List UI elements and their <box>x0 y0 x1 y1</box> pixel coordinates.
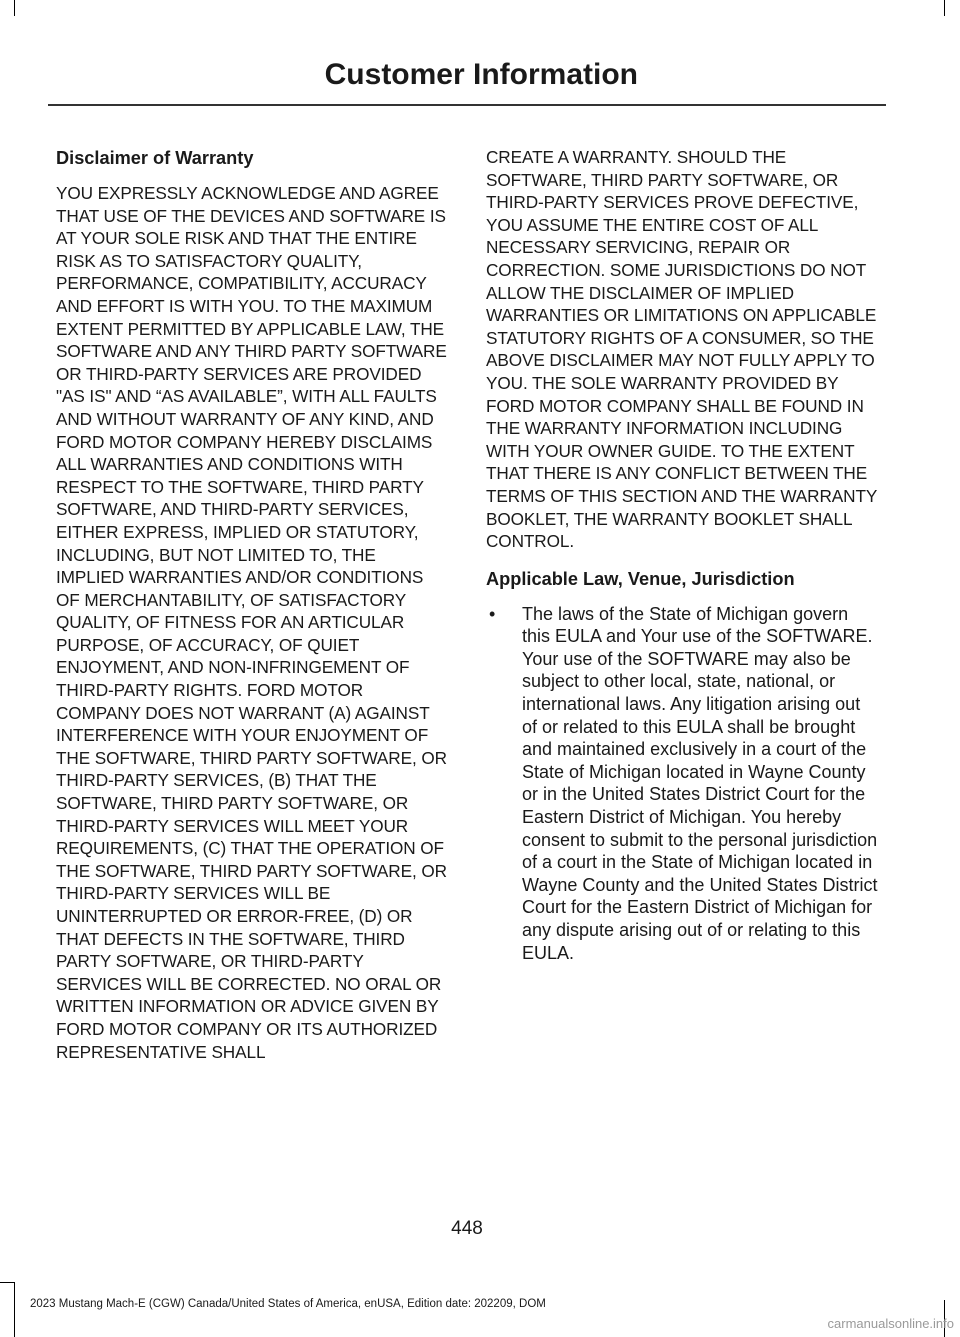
header-divider <box>48 104 886 106</box>
crop-mark <box>0 1282 15 1283</box>
disclaimer-continuation: CREATE A WARRANTY. SHOULD THE SOFTWARE, THIRD PARTY SOFTWARE, OR THIRD-PARTY SERVICES PROVE DEFECTIVE, YOU ASSUME THE ENTIRE COST OF ALL NECESSARY SERVICING, REPAIR OR CORRECTION. SOME JURISDICTIONS DO NOT ALLOW THE DISCLAIMER OF IMPLIED WARRANTIES OR LIMITATIONS ON APPLICABLE STATUTORY RIGHTS OF A CONSUMER, SO THE ABOVE DISCLAIMER MAY NOT FULLY APPLY TO YOU. THE SOLE WARRANTY PROVIDED BY FORD MOTOR COMPANY SHALL BE FOUND IN THE WARRANTY INFORMATION INCLUDING WITH YOUR OWNER GUIDE. TO THE EXTENT THAT THERE IS ANY CONFLICT BETWEEN THE TERMS OF THIS SECTION AND THE WARRANTY BOOKLET, THE WARRANTY BOOKLET SHALL CONTROL. <box>486 147 877 552</box>
crop-mark <box>14 0 15 16</box>
page-number: 448 <box>451 1218 483 1239</box>
crop-mark <box>944 0 945 16</box>
section-heading-disclaimer: Disclaimer of Warranty <box>56 148 254 168</box>
disclaimer-paragraph: YOU EXPRESSLY ACKNOWLEDGE AND AGREE THAT USE OF THE DEVICES AND SOFTWARE IS AT YOUR SOLE RISK AND THAT THE ENTIRE RISK AS TO SATISFACTORY QUALITY, PERFORMANCE, COMPATIBILITY, ACCURACY AND EFFORT IS WITH YOU. TO THE MAXIMUM EXTENT PERMITTED BY APPLICABLE LAW, THE SOFTWARE AND ANY THIRD PARTY SOFTWARE OR THIRD-PARTY SERVICES ARE PROVIDED "AS IS" AND “AS AVAILABLE”, WITH ALL FAULTS AND WITHOUT WARRANTY OF ANY KIND, AND FORD MOTOR COMPANY HEREBY DISCLAIMS ALL WARRANTIES AND CONDITIONS WITH RESPECT TO THE SOFTWARE, THIRD PARTY SOFTWARE, AND THIRD-PARTY SERVICES, EITHER EXPRESS, IMPLIED OR STATUTORY, INCLUDING, BUT NOT LIMITED TO, THE IMPLIED WARRANTIES AND/OR CONDITIONS OF MERCHANTABILITY, OF SATISFACTORY QUALITY, OF FITNESS FOR AN ARTICULAR PURPOSE, OF ACCURACY, OF QUIET ENJOYMENT, AND NON-INFRINGEMENT OF THIRD-PARTY RIGHTS. FORD MOTOR COMPANY DOES NOT WARRANT (A) AGAINST INTERFERENCE WITH YOUR ENJOYMENT OF THE SOFTWARE, THIRD PARTY SOFTWARE, OR THIRD-PARTY SERVICES, (B) THAT THE SOFTWARE, THIRD PARTY SOFTWARE, OR THIRD-PARTY SERVICES WILL MEET YOUR REQUIREMENTS, (C) THAT THE OPERATION OF THE SOFTWARE, THIRD PARTY SOFTWARE, OR THIRD-PARTY SERVICES WILL BE UNINTERRUPTED OR ERROR-FREE, (D) OR THAT DEFECTS IN THE SOFTWARE, THIRD PARTY SOFTWARE, OR THIRD-PARTY SERVICES WILL BE CORRECTED. NO ORAL OR WRITTEN INFORMATION OR ADVICE GIVEN BY FORD MOTOR COMPANY OR ITS AUTHORIZED REPRESENTATIVE SHALL <box>56 183 447 1062</box>
list-item <box>486 603 878 965</box>
section-heading-applicable-law: Applicable Law, Venue, Jurisdiction <box>486 568 795 589</box>
left-column <box>56 146 448 1063</box>
right-column <box>486 146 878 964</box>
crop-mark <box>14 1282 15 1337</box>
bullet-list <box>486 603 878 965</box>
page-title: Customer Information <box>324 58 638 91</box>
watermark: carmanualsonline.info <box>827 1316 954 1331</box>
bullet-icon: • <box>489 603 496 624</box>
edition-footer: 2023 Mustang Mach-E (CGW) Canada/United States of America, enUSA, Edition date: 202209, DOM <box>30 1298 546 1310</box>
list-item-text: The laws of the State of Michigan govern this EULA and Your use of the SOFTWARE. Your use of the SOFTWARE may also be subject to other local, state, national, or international laws. Any litigation arising out of or related to this EULA shall be brought and maintained exclusively in a court of the State of Michigan located in Wayne County or in the United States District Court for the Eastern District of Michigan. You hereby consent to submit to the personal jurisdiction of a court in the State of Michigan located in Wayne County and the United States District Court for the Eastern District of Michigan for any dispute arising out of or relating to this EULA. <box>522 603 878 963</box>
